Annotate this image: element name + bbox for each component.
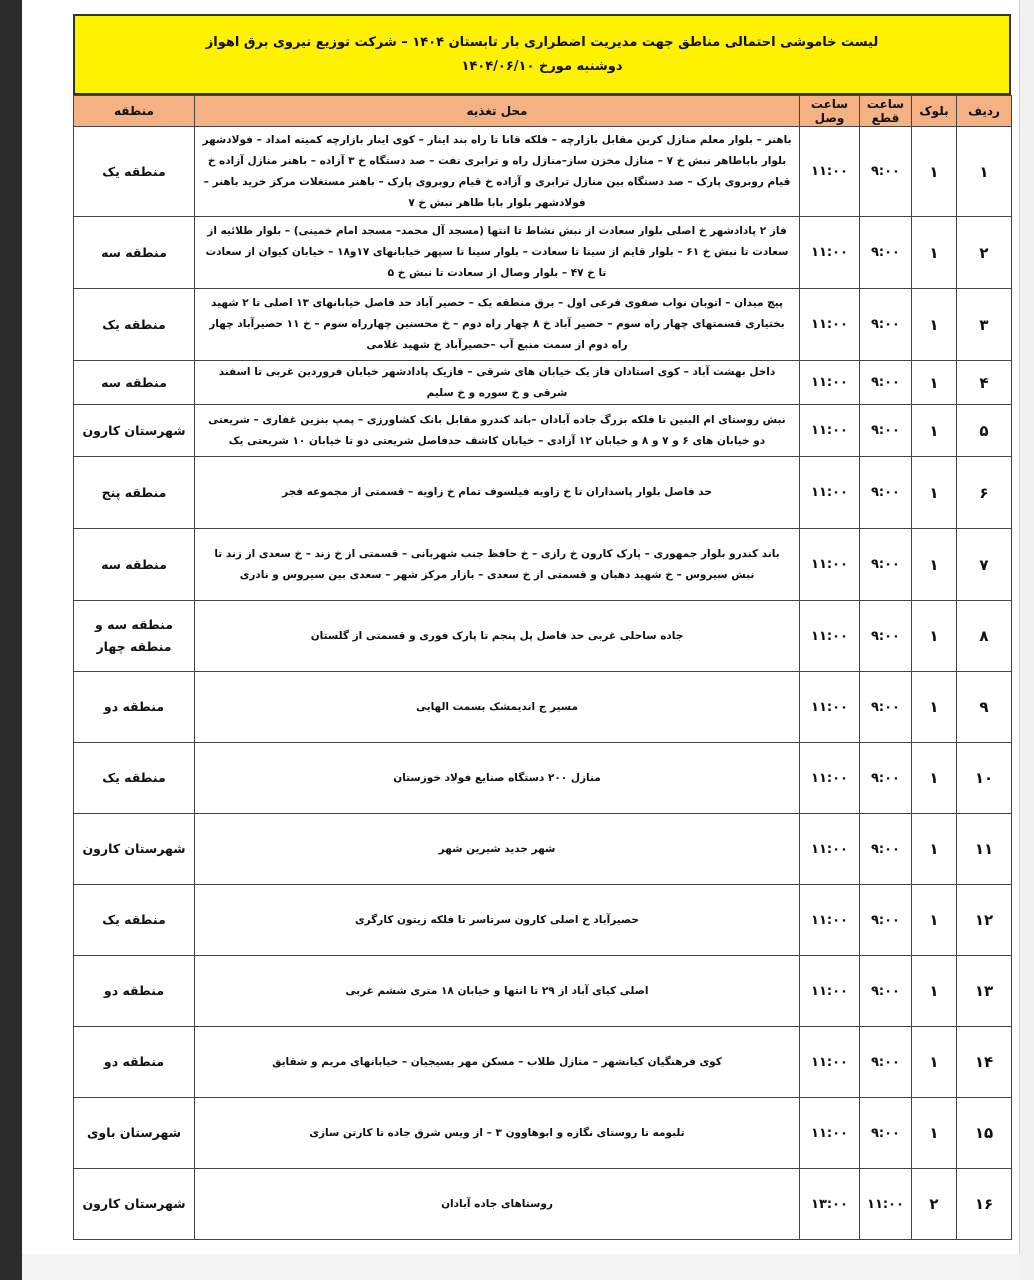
table-row [74, 601, 1012, 672]
block-cell: ۱ [912, 529, 957, 601]
title-banner [73, 14, 1011, 95]
location-cell: مسیر ج اندیمشک بسمت الهایی [195, 672, 800, 743]
header-cut-time: ساعت قطع [860, 96, 912, 127]
region-cell: شهرستان کارون [74, 814, 195, 885]
region-cell: شهرستان باوی [74, 1098, 195, 1169]
block-cell: ۱ [912, 885, 957, 956]
location-cell: کوی فرهنگیان کیانشهر – منازل طلاب – مسکن مهر بسیجیان – خیابانهای مریم و شقایق [195, 1027, 800, 1098]
connect-time-cell: ۱۱:۰۰ [800, 601, 860, 672]
table-row [74, 457, 1012, 529]
cut-time-cell: ۹:۰۰ [860, 814, 912, 885]
block-cell: ۱ [912, 1027, 957, 1098]
table-row [74, 127, 1012, 217]
location-cell: باند کندرو بلوار جمهوری – پارک کارون خ رازی – خ حافظ جنب شهربانی – قسمتی از خ زند – خ سعدی از زند تا نبش سیروس – خ شهید دهبان و قسمتی از خ سعدی – بازار مرکز شهر – سعدی بین سیروس و نادری [195, 529, 800, 601]
region-cell: منطقه یک [74, 289, 195, 361]
region-cell: منطقه دو [74, 956, 195, 1027]
cut-time-cell: ۹:۰۰ [860, 529, 912, 601]
cut-time-cell: ۹:۰۰ [860, 885, 912, 956]
cut-time-cell: ۹:۰۰ [860, 601, 912, 672]
region-cell: منطقه سه [74, 361, 195, 405]
table-row [74, 1027, 1012, 1098]
connect-time-cell: ۱۱:۰۰ [800, 885, 860, 956]
row-number-cell: ۹ [957, 672, 1012, 743]
location-cell: جاده ساحلی غربی حد فاصل پل پنجم تا پارک فوری و قسمتی از گلستان [195, 601, 800, 672]
connect-time-cell: ۱۳:۰۰ [800, 1169, 860, 1240]
location-cell: حد فاصل بلوار پاسداران تا خ زاویه فیلسوف تمام خ زاویه – قسمتی از مجموعه فجر [195, 457, 800, 529]
region-cell: منطقه سه [74, 217, 195, 289]
row-number-cell: ۱۴ [957, 1027, 1012, 1098]
block-cell: ۱ [912, 217, 957, 289]
table-row [74, 743, 1012, 814]
connect-time-cell: ۱۱:۰۰ [800, 127, 860, 217]
location-cell: شهر جدید شیرین شهر [195, 814, 800, 885]
cut-time-cell: ۹:۰۰ [860, 127, 912, 217]
table-row [74, 529, 1012, 601]
block-cell: ۱ [912, 743, 957, 814]
location-cell: اصلی کیای آباد از ۲۹ تا انتها و خیابان ۱۸ متری ششم غربی [195, 956, 800, 1027]
table-row [74, 289, 1012, 361]
row-number-cell: ۱۰ [957, 743, 1012, 814]
table-row [74, 956, 1012, 1027]
row-number-cell: ۲ [957, 217, 1012, 289]
connect-time-cell: ۱۱:۰۰ [800, 457, 860, 529]
block-cell: ۱ [912, 361, 957, 405]
block-cell: ۲ [912, 1169, 957, 1240]
cut-time-cell: ۹:۰۰ [860, 405, 912, 457]
region-cell: شهرستان کارون [74, 405, 195, 457]
header-connect-time: ساعت وصل [800, 96, 860, 127]
viewer-right-edge [1020, 0, 1034, 1280]
region-cell: منطقه سه و منطقه چهار [74, 601, 195, 672]
row-number-cell: ۱۵ [957, 1098, 1012, 1169]
location-cell: تلبومه تا روستای نگازه و ابوهاوون ۳ – از ویس شرق جاده تا کارتن سازی [195, 1098, 800, 1169]
block-cell: ۱ [912, 956, 957, 1027]
location-cell: روستاهای جاده آبادان [195, 1169, 800, 1240]
cut-time-cell: ۹:۰۰ [860, 672, 912, 743]
viewer-bottom-edge [22, 1254, 1020, 1280]
cut-time-cell: ۹:۰۰ [860, 956, 912, 1027]
header-row [74, 96, 1012, 127]
block-cell: ۱ [912, 127, 957, 217]
block-cell: ۱ [912, 457, 957, 529]
cut-time-cell: ۹:۰۰ [860, 361, 912, 405]
document-date: دوشنبه مورخ ۱۴۰۴/۰۶/۱۰ [461, 59, 623, 74]
cut-time-cell: ۹:۰۰ [860, 743, 912, 814]
cut-time-cell: ۹:۰۰ [860, 289, 912, 361]
cut-time-cell: ۱۱:۰۰ [860, 1169, 912, 1240]
location-cell: حصیرآباد خ اصلی کارون سرتاسر تا فلکه زیتون کارگری [195, 885, 800, 956]
row-number-cell: ۳ [957, 289, 1012, 361]
location-cell: داخل بهشت آباد – کوی استادان فاز یک خیابان های شرقی – فازیک پادادشهر خیابان فروردین غربی تا اسفند شرقی و خ سوره و خ سلیم [195, 361, 800, 405]
block-cell: ۱ [912, 289, 957, 361]
location-cell: نبش روستای ام البنین تا فلکه بزرگ جاده آبادان –باند کندرو مقابل بانک کشاورزی – پمپ بنزین غفاری – شریعتی دو خیابان های ۶ و ۷ و ۸ و خیابان ۱۲ آزادی – خیابان کاشف حدفاصل شریعتی دو تا خیابان ۱۰ شریعتی یک [195, 405, 800, 457]
header-row-number: ردیف [957, 96, 1012, 127]
block-cell: ۱ [912, 405, 957, 457]
connect-time-cell: ۱۱:۰۰ [800, 956, 860, 1027]
table-row [74, 1098, 1012, 1169]
header-block: بلوک [912, 96, 957, 127]
region-cell: منطقه دو [74, 672, 195, 743]
document-title: لیست خاموشی احتمالی مناطق جهت مدیریت اضطراری بار تابستان ۱۴۰۴ – شرکت توزیع نیروی برق اهواز [205, 35, 879, 50]
cut-time-cell: ۹:۰۰ [860, 1027, 912, 1098]
connect-time-cell: ۱۱:۰۰ [800, 743, 860, 814]
connect-time-cell: ۱۱:۰۰ [800, 361, 860, 405]
region-cell: منطقه یک [74, 127, 195, 217]
outage-schedule-sheet [73, 14, 1011, 1240]
row-number-cell: ۶ [957, 457, 1012, 529]
outage-table [73, 95, 1012, 1240]
region-cell: منطقه سه [74, 529, 195, 601]
region-cell: منطقه پنج [74, 457, 195, 529]
block-cell: ۱ [912, 601, 957, 672]
table-row [74, 1169, 1012, 1240]
block-cell: ۱ [912, 672, 957, 743]
cut-time-cell: ۹:۰۰ [860, 457, 912, 529]
location-cell: پیچ میدان – اتوبان نواب صفوی فرعی اول – برق منطقه یک – حصیر آباد حد فاصل خیابانهای ۱۳ اصلی تا ۲ شهید بختیاری قسمتهای چهار راه سوم – حصیر آباد خ ۸ چهار راه دوم – خ محسنین چهارراه سوم – خ ۱۱ حصیرآباد چهار راه دوم از سمت منبع آب –حصیرآباد خ شهید غلامی [195, 289, 800, 361]
table-row [74, 405, 1012, 457]
connect-time-cell: ۱۱:۰۰ [800, 1027, 860, 1098]
location-cell: فاز ۲ پادادشهر خ اصلی بلوار سعادت از نبش نشاط تا انتها (مسجد آل محمد– مسجد امام خمینی) – بلوار طلائیه از سعادت تا نبش خ ۶۱ – بلوار قایم از سینا تا سعادت – بلوار سینا تا سپهر خیابانهای ۱۷و۱۸ – خیابان کیوان از سعادت تا خ ۴۷ – بلوار وصال از سعادت تا نبش خ ۵ [195, 217, 800, 289]
block-cell: ۱ [912, 814, 957, 885]
connect-time-cell: ۱۱:۰۰ [800, 405, 860, 457]
location-cell: منازل ۲۰۰ دستگاه صنایع فولاد خوزستان [195, 743, 800, 814]
connect-time-cell: ۱۱:۰۰ [800, 1098, 860, 1169]
region-cell: منطقه دو [74, 1027, 195, 1098]
region-cell: منطقه یک [74, 885, 195, 956]
connect-time-cell: ۱۱:۰۰ [800, 672, 860, 743]
row-number-cell: ۷ [957, 529, 1012, 601]
row-number-cell: ۸ [957, 601, 1012, 672]
header-location: محل تغذیه [195, 96, 800, 127]
row-number-cell: ۵ [957, 405, 1012, 457]
table-row [74, 672, 1012, 743]
cut-time-cell: ۹:۰۰ [860, 217, 912, 289]
table-row [74, 885, 1012, 956]
row-number-cell: ۱۳ [957, 956, 1012, 1027]
row-number-cell: ۱۱ [957, 814, 1012, 885]
table-row [74, 217, 1012, 289]
viewer-left-edge [0, 0, 22, 1280]
row-number-cell: ۱۶ [957, 1169, 1012, 1240]
region-cell: شهرستان کارون [74, 1169, 195, 1240]
location-cell: باهنر – بلوار معلم منازل کربن مقابل بازارچه – فلکه قانا تا راه بند اینار – کوی اینار بازارچه کمیته امداد – فولادشهر بلوار باباطاهر نبش خ ۷ – منازل مخزن ساز–منازل راه و ترابری نفت – صد دستگاه خ ۳ آزاده – باهنر منازل آزاده خ قیام روبروی پارک – صد دستگاه بین منازل ترابری و آزاده خ قیام روبروی پارک – باهنر مستغلات مرکز خرید باهنر – فولادشهر بلوار بابا طاهر نبش خ ۷ [195, 127, 800, 217]
connect-time-cell: ۱۱:۰۰ [800, 217, 860, 289]
row-number-cell: ۱۲ [957, 885, 1012, 956]
header-region: منطقه [74, 96, 195, 127]
row-number-cell: ۱ [957, 127, 1012, 217]
cut-time-cell: ۹:۰۰ [860, 1098, 912, 1169]
row-number-cell: ۴ [957, 361, 1012, 405]
region-cell: منطقه یک [74, 743, 195, 814]
table-row [74, 814, 1012, 885]
connect-time-cell: ۱۱:۰۰ [800, 289, 860, 361]
connect-time-cell: ۱۱:۰۰ [800, 529, 860, 601]
block-cell: ۱ [912, 1098, 957, 1169]
connect-time-cell: ۱۱:۰۰ [800, 814, 860, 885]
table-row [74, 361, 1012, 405]
